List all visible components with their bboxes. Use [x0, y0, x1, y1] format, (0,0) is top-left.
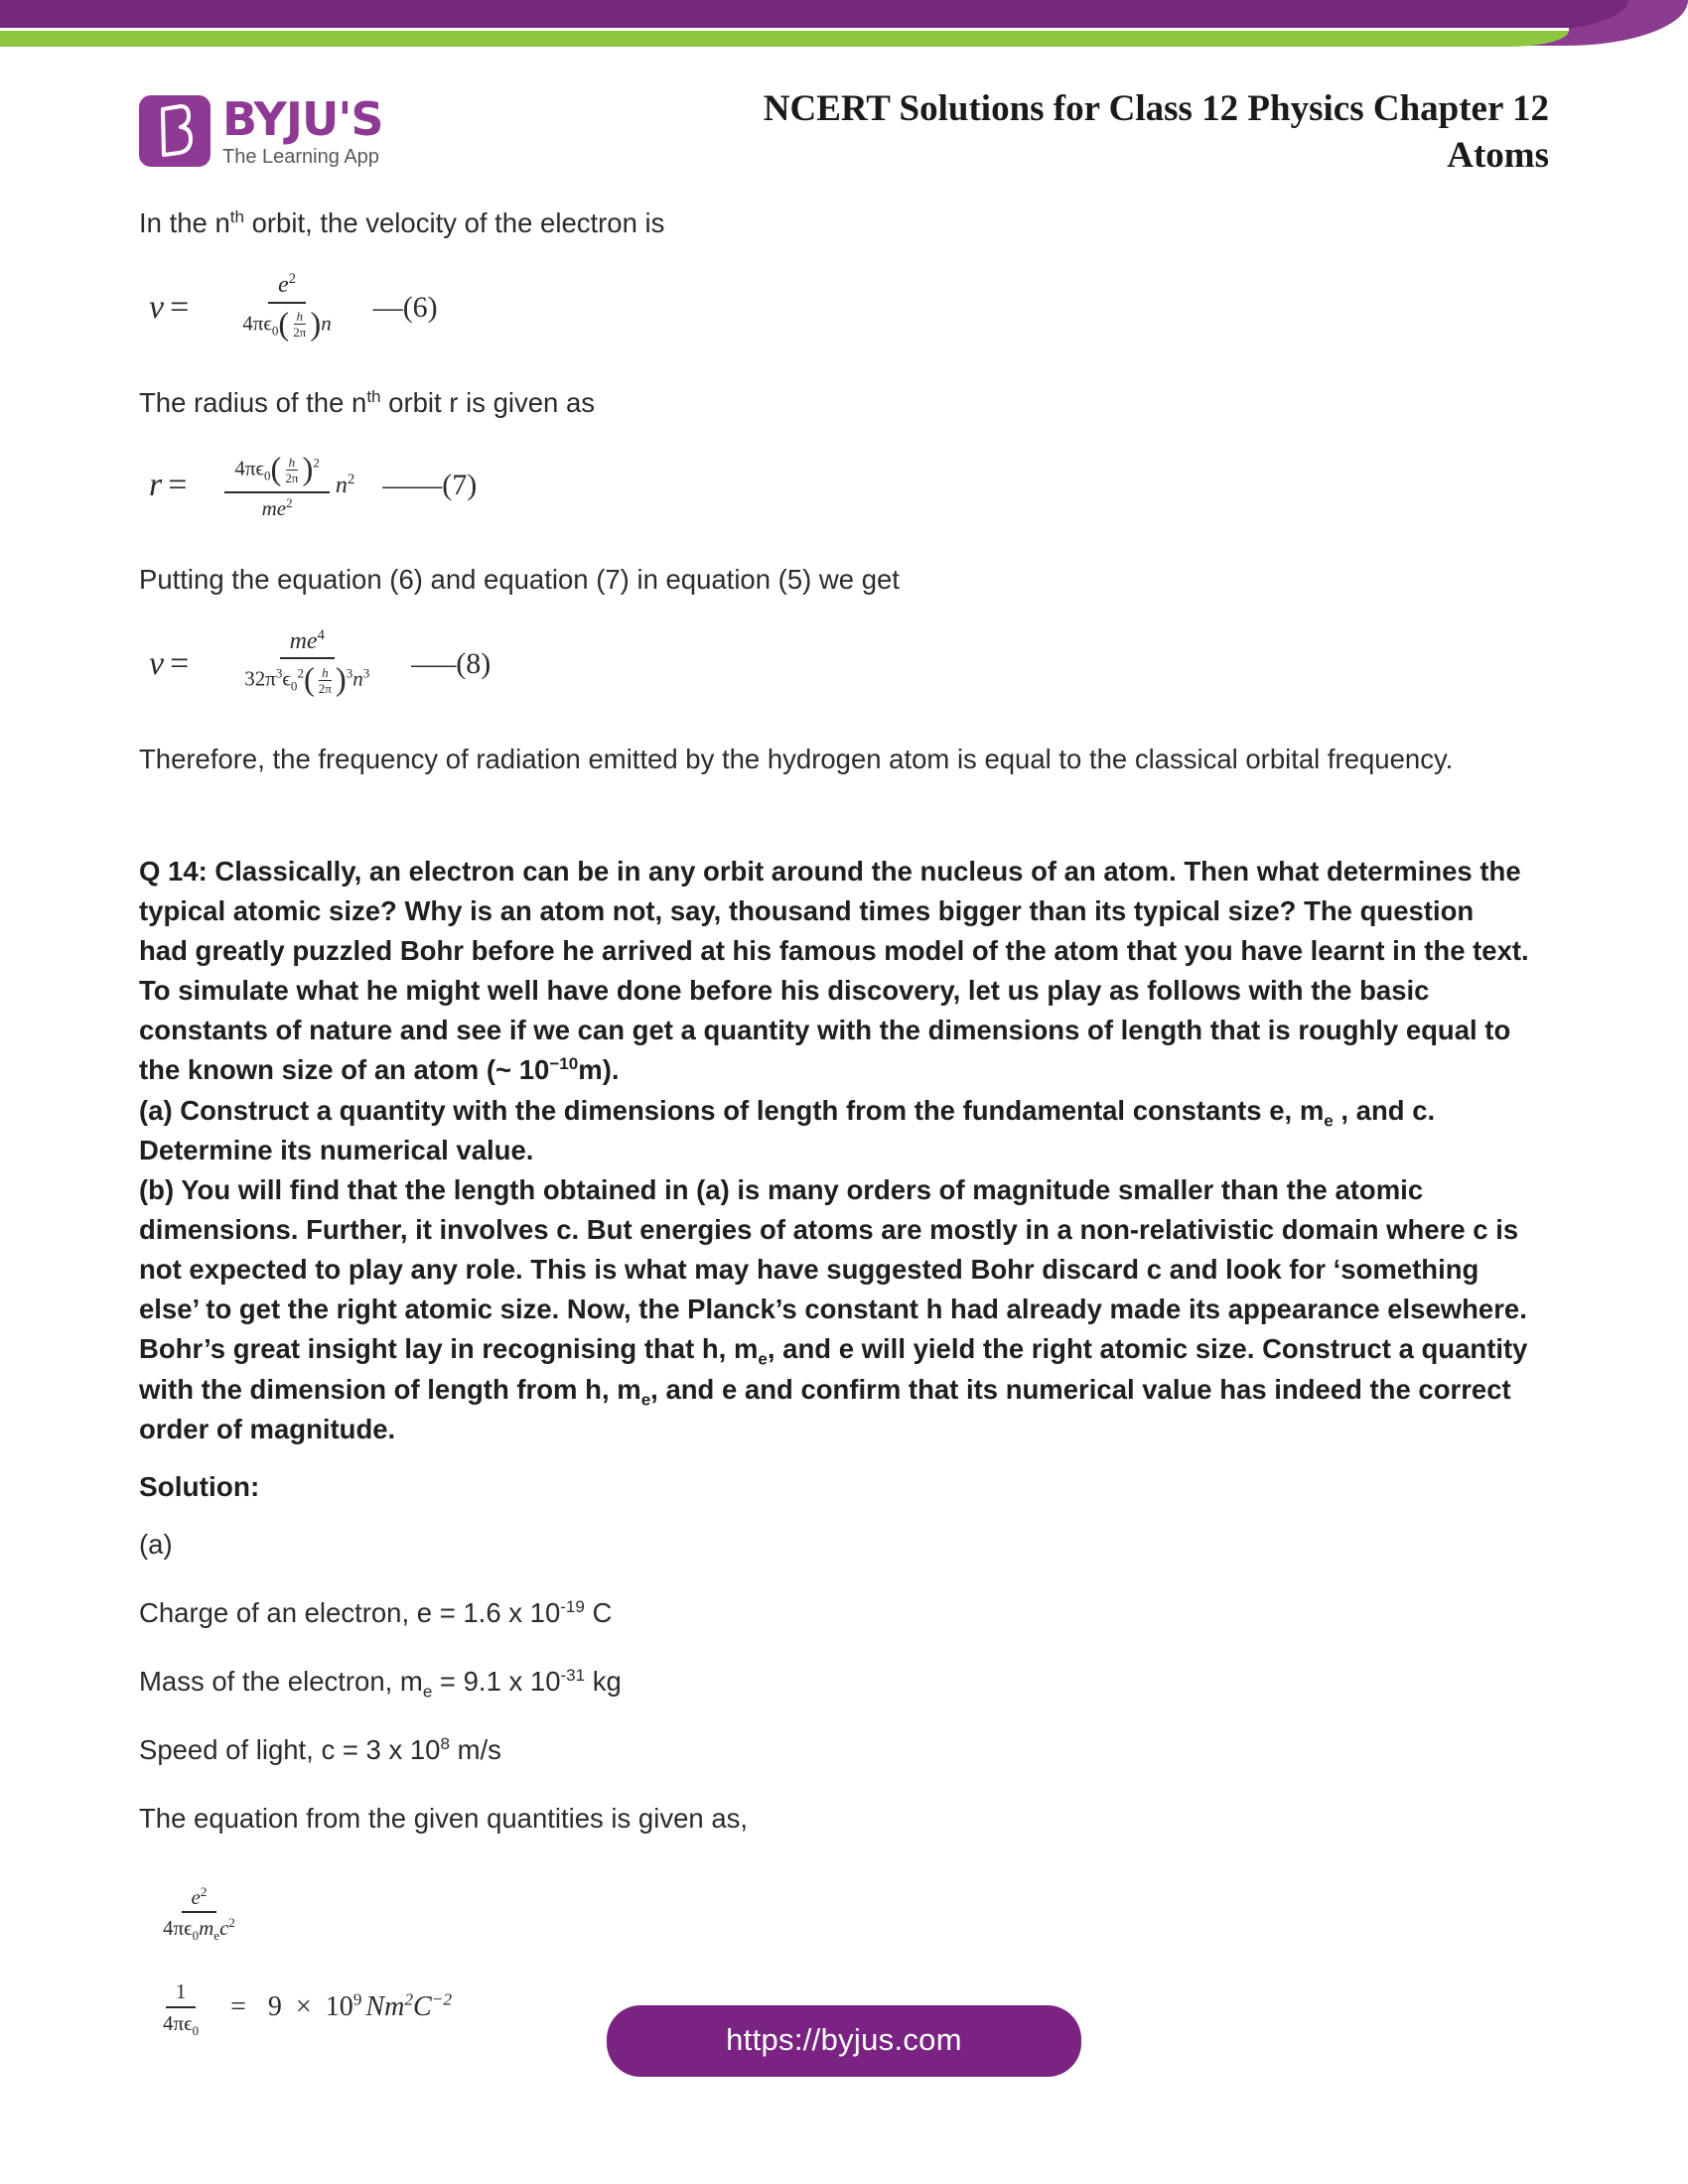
equation-7-inner-fraction [282, 456, 301, 486]
equation-8-tag: –––(8) [411, 646, 492, 680]
byjus-logo-text [222, 91, 383, 168]
page-title-line-1: NCERT Solutions for Class 12 Physics Chapter 12 [763, 88, 1549, 129]
mass-of-electron-line [139, 1662, 1569, 1701]
equation-7-lhs: r [149, 467, 163, 504]
equation-7-tag: ––––(7) [382, 469, 478, 502]
equation-7-n-squared [336, 473, 354, 499]
equation-7-den-me: me [261, 495, 287, 520]
question-14-exponent: −10 [549, 1054, 579, 1074]
solution-heading: Solution: [139, 1470, 260, 1502]
document-content [139, 204, 1569, 2038]
charge-of-electron-line [139, 1593, 1569, 1632]
equation-6-inner-num: h [296, 309, 304, 325]
speed-line-text-b: m/s [449, 1734, 501, 1766]
velocity-intro-part-b: orbit, the velocity of the electron is [243, 207, 665, 238]
equation-7-paren-power: 2 [313, 455, 320, 471]
equation-7-n-exp: 2 [347, 471, 355, 487]
equation-7-num-prefix: 4πϵ [234, 456, 265, 480]
mass-line-exponent: -31 [560, 1665, 586, 1685]
expression-coulomb-den-c: c [219, 1916, 229, 1941]
equation-6-den-prefix: 4πϵ [242, 311, 272, 336]
mass-line-text-c: kg [585, 1665, 622, 1697]
coulomb-constant-units-c-exp: −2 [431, 1989, 453, 2009]
byjus-url-button[interactable]: https://byjus.com [607, 2005, 1081, 2077]
coulomb-constant-exp: 9 [352, 1989, 362, 2009]
expression-coulomb-den-m-sub: e [213, 1928, 220, 1944]
charge-line-text-a: Charge of an electron, e = 1.6 x 10 [139, 1596, 561, 1628]
mass-line-text-b: = 9.1 x 10 [432, 1665, 561, 1697]
equation-8-equals: = [170, 644, 190, 682]
equation-8-den-eps-sub: 0 [290, 679, 298, 695]
coulomb-constant-numerator: 1 [166, 1979, 197, 2007]
page-title [764, 85, 1549, 180]
equation-8-lhs: v [149, 644, 165, 682]
coulomb-constant-base: 10 [325, 1991, 353, 2023]
equation-8-num-exp: 4 [317, 626, 325, 643]
coulomb-constant-den-sub: 0 [192, 2022, 200, 2038]
mass-line-text-a: Mass of the electron, m [139, 1665, 423, 1697]
question-14-part-a-text2: , and c. Determine its numerical value. [139, 1094, 1436, 1165]
page-footer [0, 2005, 1688, 2077]
question-14-part-a-text1: (a) Construct a quantity with the dimensions of length from the fundamental constants e, m [139, 1094, 1325, 1126]
question-14-part-b-sub2: e [640, 1390, 651, 1410]
equation-7-fraction [224, 452, 329, 520]
equation-8-den-n: n [352, 666, 363, 691]
speed-line-exponent: 8 [440, 1733, 450, 1753]
equation-8-den-prefix-exp: 3 [275, 665, 283, 681]
question-14-part-b-text1: (b) You will find that the length obtained in (a) is many orders of magnitude smaller than the atomic dimensions. Further, it involves c. But energies of atoms are mostly in a non-relativistic domain where c is not expected to play any role. This is what may have suggested Bohr discard c and look for ‘something else’ to get the right atomic size. Now, the Planck’s constant h had already made its appearance elsewhere. Bohr’s great insight lay in recognising that h, m [139, 1173, 1527, 1365]
equation-6-inner-den: 2π [293, 325, 307, 341]
equation-8-denominator [234, 659, 379, 699]
expression-coulomb-fraction [153, 1884, 245, 1944]
equation-7 [149, 452, 1569, 520]
question-14-part-b-sub1: e [758, 1349, 768, 1369]
page-header [0, 77, 1688, 187]
equation-6-den-n: n [321, 311, 332, 336]
equation-8-den-n-exp: 3 [362, 665, 370, 681]
equation-6-paren-close: ) [310, 306, 322, 342]
equation-6-lhs: v [149, 289, 165, 327]
equation-6-denominator [232, 304, 341, 343]
question-14-main-text: Q 14: Classically, an electron can be in any orbit around the nucleus of an atom. Then what determines the typical atomic size? Why is an atom not, say, thousand times bigger than its typical size? The question had greatly puzzled Bohr before he arrived at his famous model of the atom that you have learnt in the text. To simulate what he might well have done before his discovery, let us play as follows with the basic constants of nature and see if we can get a quantity with the dimensions of length that is roughly equal to the known size of an atom (~ 10 [139, 855, 1529, 1086]
byjus-tagline: The Learning App [222, 145, 379, 168]
equation-6-tag: ––(6) [372, 291, 438, 325]
speed-line-text-a: Speed of light, c = 3 x 10 [139, 1734, 441, 1766]
equation-6-numerator [268, 272, 306, 304]
radius-intro-part-b: orbit r is given as [380, 387, 596, 419]
green-bar [0, 31, 1569, 47]
expression-coulomb-num-exp: 2 [200, 1884, 208, 1900]
equation-7-equals: = [168, 467, 188, 504]
charge-line-exponent: -19 [560, 1596, 585, 1616]
speed-of-light-line [139, 1730, 1569, 1769]
page-title-line-2: Atoms [1447, 135, 1549, 177]
equation-8-paren-open: ( [303, 662, 315, 699]
expression-coulomb-numerator [182, 1885, 217, 1913]
coulomb-constant-value: 9 [267, 1991, 282, 2023]
equation-7-num-prefix-sub: 0 [264, 468, 271, 483]
equation-6-equals: = [170, 289, 190, 327]
question-14-part-a [139, 1091, 1529, 1170]
coulomb-constant-equals: = [230, 1991, 246, 2023]
question-14-main [139, 852, 1529, 1091]
equation-7-den-exp: 2 [286, 494, 293, 510]
velocity-intro-part-a: In the n [139, 207, 230, 238]
equation-7-n: n [335, 472, 348, 498]
byjus-logo[interactable] [139, 91, 383, 168]
equation-8-den-eps: ϵ [282, 666, 291, 691]
decorative-top-bars [0, 0, 1688, 60]
radius-intro-part-a: The radius of the n [139, 387, 367, 419]
question-14-part-b [139, 1170, 1529, 1449]
equation-8-inner-fraction [316, 666, 335, 697]
equation-6-num-e: e [277, 272, 289, 299]
expression-coulomb-den-prefix: 4πϵ [163, 1916, 193, 1941]
equation-6-num-exp: 2 [288, 271, 297, 288]
coulomb-constant-times: × [295, 1991, 312, 2023]
question-14-part-b-text3: , and e and confirm that its numerical value has indeed the correct order of magnitude. [139, 1373, 1511, 1444]
expression-coulomb-num-e: e [191, 1885, 201, 1910]
expression-coulomb-radius [149, 1884, 1569, 1944]
charge-line-text-b: C [584, 1596, 613, 1628]
equation-8-paren-close: ) [335, 662, 347, 699]
equation-8-num-me: me [289, 627, 318, 654]
velocity-intro-text [139, 204, 1569, 242]
equation-8-paren-power: 3 [346, 665, 353, 681]
coulomb-constant-units-nm: Nm [365, 1991, 405, 2023]
equation-7-numerator [224, 452, 329, 492]
equation-6-fraction [232, 272, 341, 343]
question-14-part-b-text2: , and e will yield the right atomic size. Construct a quantity with the dimension of length from h, m [139, 1333, 1528, 1405]
mass-line-sub: e [422, 1682, 433, 1702]
byjus-wordmark: BYJU'S [222, 91, 383, 146]
equation-6-den-prefix-sub: 0 [271, 323, 279, 339]
solution-part-a-label: (a) [139, 1528, 173, 1560]
expression-coulomb-denominator [153, 1913, 245, 1944]
byjus-logo-mark-icon [139, 95, 211, 167]
question-14-part-a-sub: e [1324, 1111, 1334, 1131]
equation-8-den-eps-exp: 2 [297, 665, 304, 681]
equation-8-fraction [234, 628, 379, 700]
equation-6-paren-open: ( [278, 306, 290, 342]
question-14-main-tail: m). [578, 1054, 620, 1086]
coulomb-constant-units-c: C [413, 1991, 432, 2023]
equation-8-inner-den: 2π [318, 681, 332, 697]
equation-intro-line: The equation from the given quantities is given as, [139, 1803, 749, 1835]
equation-8-den-prefix: 32π [244, 666, 276, 691]
equation-6 [149, 272, 1569, 343]
equation-8-inner-num: h [322, 664, 329, 680]
equation-7-paren-open: ( [270, 452, 282, 488]
equation-7-paren-close: ) [302, 452, 314, 488]
expression-coulomb-den-prefix-sub: 0 [192, 1928, 200, 1944]
expression-coulomb-den-m: m [199, 1916, 214, 1941]
coulomb-constant-den-text: 4πϵ [163, 2010, 193, 2035]
question-14-block [139, 852, 1569, 1449]
equation-8 [149, 628, 1569, 700]
radius-intro-ordinal: th [366, 386, 381, 406]
therefore-text: Therefore, the frequency of radiation emitted by the hydrogen atom is equal to the classical orbital frequency. [139, 743, 1454, 774]
putting-equations-text: Putting the equation (6) and equation (7) in equation (5) we get [139, 563, 900, 595]
purple-bar [0, 0, 1628, 30]
equation-7-inner-num: h [288, 454, 296, 470]
radius-intro-text [139, 383, 1569, 422]
coulomb-constant-units-nm-exp: 2 [404, 1989, 413, 2009]
expression-coulomb-den-c-exp: 2 [228, 1915, 235, 1931]
velocity-intro-ordinal: th [229, 206, 244, 226]
equation-8-numerator [280, 628, 335, 660]
equation-7-inner-den: 2π [285, 470, 299, 485]
equation-6-inner-fraction [290, 310, 309, 341]
equation-7-denominator [252, 493, 303, 520]
